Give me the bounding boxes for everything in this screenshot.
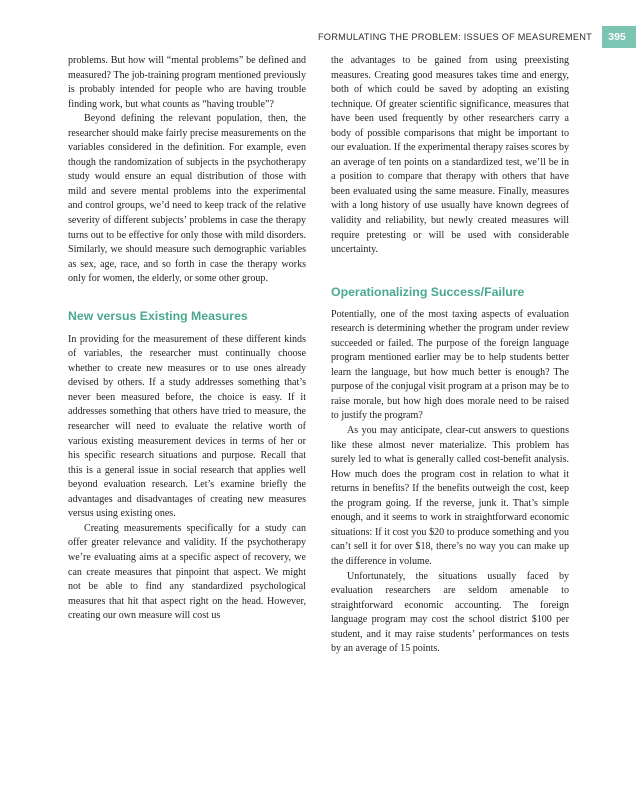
page-number-badge: 395: [602, 26, 636, 48]
paragraph-determining-success: Potentially, one of the most taxing aspects of evaluation research is determining whether the program under review succeeded or failed. The purpose of the foreign language program mentioned earlier may be to help students better learn the language, but how much better is enough? The purpose of the conjugal visit program at a prison may be to raise morale, but how high does morale need to be raised to justify the program?: [331, 308, 569, 422]
paragraph-cost-benefit: As you may anticipate, clear-cut answers to questions like these almost never materialize. This problem has surely led to what is generally called cost-benefit analysis. How much does the program cost in relation to what it returns in benefits? If the benefits outweigh the cost, keep the program going. If the reverse, junk it. That’s simple enough, and it seems to work in straightforward economic situations: If it cost you $20 to produce something and you can’t sell it for over $18, there’s no way you can make up the difference in volume.: [331, 425, 569, 567]
running-head: [290, 26, 636, 48]
right-column: [331, 54, 569, 657]
left-column: [68, 54, 306, 624]
paragraph-measurement-choice: In providing for the measurement of these different kinds of variables, the researcher must continually choose whether to create new measures or to use ones already devised by others. If a study addresses something that’s never been measured before, the choice is easy. If it addresses something that others have tried to measure, the researcher will need to evaluate the relative worth of various existing measurement devices in terms of her or his specific research situations and purpose. Recall that this is a general issue in social research that applies well beyond evaluation research. Let’s examine briefly the advantages and disadvantages of creating new measures versus using existing ones.: [68, 333, 306, 520]
section-heading-success-failure: Operationalizing Success/Failure: [331, 284, 525, 299]
paragraph-continuation: problems. But how will “mental problems” be defined and measured? The job-training program mentioned previously is probably intended for people who are having trouble finding work, but what counts as “having trouble”?: [68, 55, 306, 110]
section-heading-new-vs-existing: New versus Existing Measures: [68, 308, 248, 323]
paragraph-creating-measures: Creating measurements specifically for a study can offer greater relevance and validity. If the psychotherapy we’re evaluating aims at a specific aspect of recovery, we can create measures that pinpoint that aspect. We might not be able to find any standardized psychological measures that hit that aspect right on the head. However, creating our own measure will cost us: [68, 522, 306, 622]
running-head-title: FORMULATING THE PROBLEM: ISSUES OF MEASUREMENT: [317, 32, 592, 42]
paragraph-existing-advantages: the advantages to be gained from using preexisting measures. Creating good measures takes time and energy, both of which could be saved by adopting an existing technique. Of greater scientific significance, measures that have been used frequently by other researchers carry a body of possible comparisons that might be important to our evaluation. If the experimental therapy raises scores by an average of ten points on a standardized test, we’ll be in a position to compare that therapy with others that have been evaluated using the same measure. Finally, measures with a long history of use usually have known degrees of validity and reliability, but newly created measures will require pretesting or will be used with considerable uncertainty.: [331, 55, 569, 256]
paragraph-economic-accounting: Unfortunately, the situations usually faced by evaluation researchers are seldom amenable to straightforward economic accounting. The foreign language program may cost the school district $100 per student, and it may raise students’ performances on tests by an average of 15 points.: [331, 570, 569, 655]
paragraph-population: Beyond defining the relevant population, then, the researcher should make fairly precise measurements on the variables considered in the definition. For example, even though the randomization of subjects in the psychotherapy study would ensure an equal distribution of those with mild and severe mental problems into the experimental and control groups, we’d need to keep track of the relative severity of different subjects’ problems in case the therapy turns out to be effective for only those with mild disorders. Similarly, we should measure such demographic variables as sex, age, race, and so forth in case the therapy works only for women, the elderly, or some other group.: [68, 113, 306, 285]
